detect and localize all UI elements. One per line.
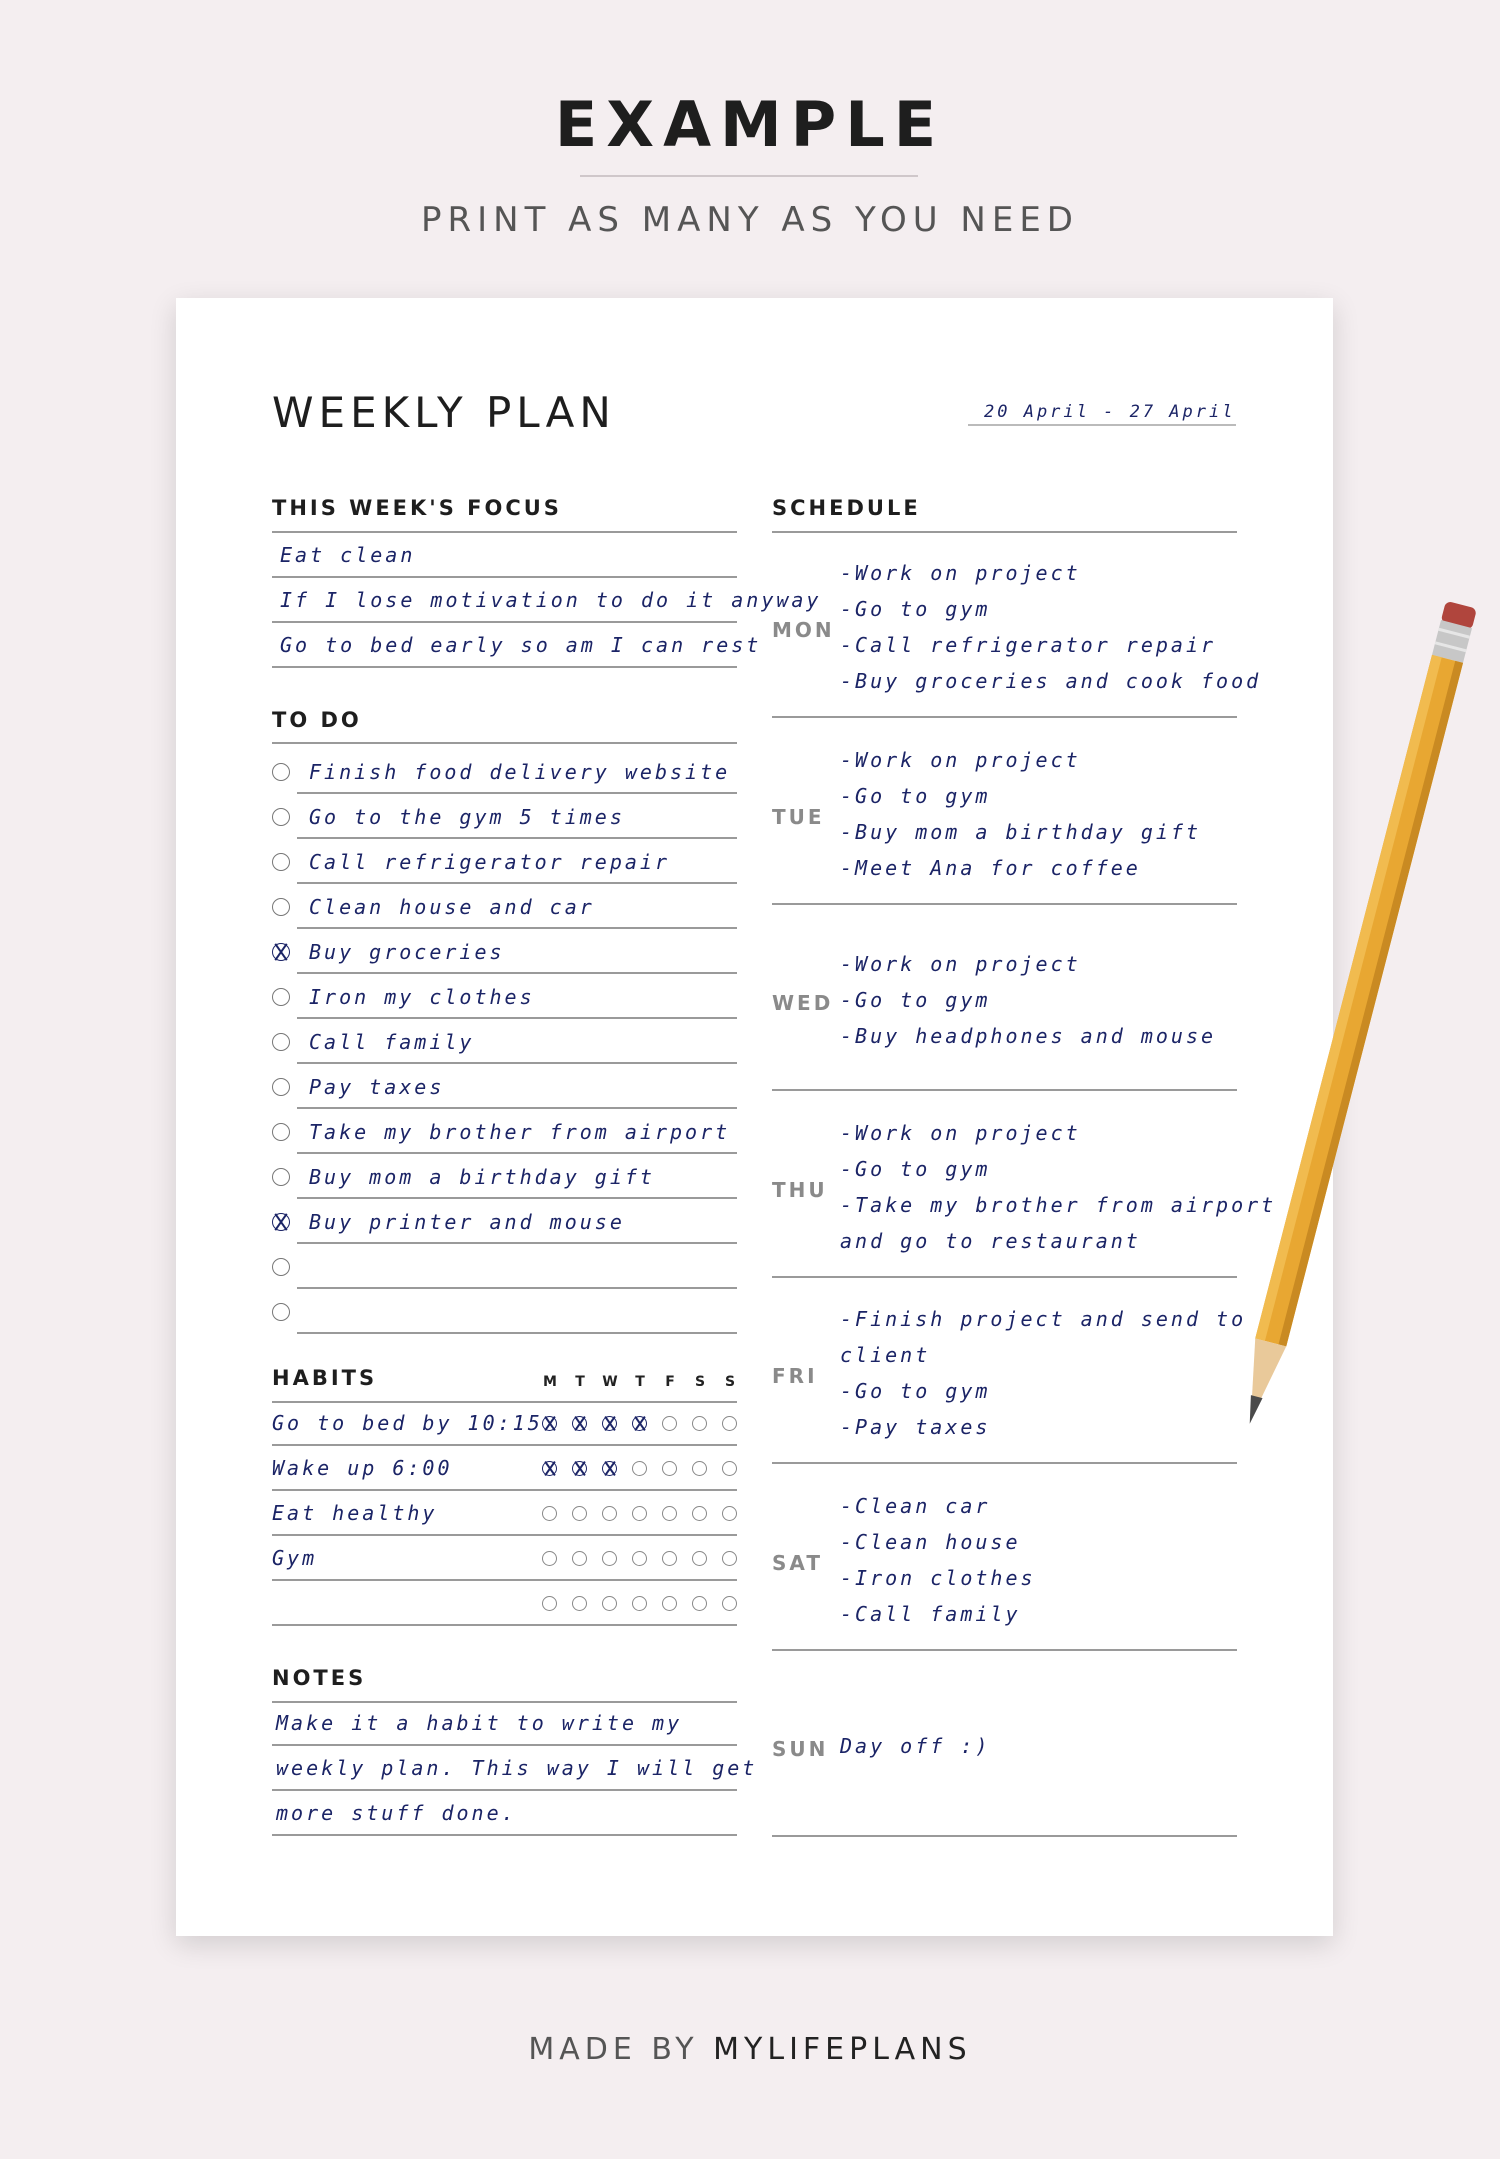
schedule-entry: -Call refrigerator repair xyxy=(840,633,1217,657)
todo-item-line xyxy=(297,1242,737,1244)
todo-item-line xyxy=(297,1197,737,1199)
habit-day-checkbox[interactable] xyxy=(542,1416,557,1431)
schedule-day-divider xyxy=(772,1649,1237,1651)
habit-weekday: F xyxy=(665,1374,675,1390)
notes-line xyxy=(272,1744,737,1746)
todo-item-line xyxy=(297,1062,737,1064)
todo-title-line xyxy=(272,742,737,744)
habit-day-checkbox[interactable] xyxy=(632,1596,647,1611)
habit-day-checkbox[interactable] xyxy=(602,1596,617,1611)
habit-day-checkbox[interactable] xyxy=(662,1596,677,1611)
pencil-illustration xyxy=(1180,570,1500,1470)
schedule-day-divider xyxy=(772,1089,1237,1091)
habit-day-checkbox[interactable] xyxy=(692,1416,707,1431)
habit-day-checkbox[interactable] xyxy=(602,1461,617,1476)
habits-title-line xyxy=(272,1401,737,1403)
pencil-tip-wood xyxy=(1235,1338,1286,1423)
habit-name: Gym xyxy=(272,1546,318,1570)
todo-item-line xyxy=(297,1332,737,1334)
schedule-entry: -Buy mom a birthday gift xyxy=(840,819,1201,844)
todo-checkbox[interactable] xyxy=(272,763,290,781)
habit-weekday: S xyxy=(724,1374,736,1390)
todo-item-line xyxy=(297,837,737,839)
habit-day-checkbox[interactable] xyxy=(662,1506,677,1521)
habit-row-line xyxy=(272,1534,737,1536)
habit-day-checkbox[interactable] xyxy=(572,1416,587,1431)
todo-checkbox[interactable] xyxy=(272,1258,290,1276)
todo-item-text: Buy mom a birthday gift xyxy=(309,1165,655,1189)
habit-day-checkbox[interactable] xyxy=(632,1416,647,1431)
weekly-plan-title: WEEKLY PLAN xyxy=(272,388,616,437)
focus-item-line xyxy=(272,621,737,623)
schedule-entry: client xyxy=(840,1343,931,1367)
todo-checkbox[interactable] xyxy=(272,1123,290,1141)
todo-item-line xyxy=(297,1287,737,1289)
schedule-entry: -Go to gym xyxy=(840,597,991,621)
schedule-day-label: FRI xyxy=(772,1364,818,1388)
habit-day-checkbox[interactable] xyxy=(602,1551,617,1566)
focus-item: If I lose motivation to do it anyway xyxy=(280,588,822,612)
notes-line xyxy=(272,1789,737,1791)
schedule-entry: -Go to gym xyxy=(840,783,991,808)
pencil-lead xyxy=(1244,1395,1263,1425)
habit-day-checkbox[interactable] xyxy=(692,1596,707,1611)
todo-checkbox[interactable] xyxy=(272,853,290,871)
todo-item-text: Finish food delivery website xyxy=(309,760,731,784)
schedule-entry: -Clean car xyxy=(840,1493,991,1518)
schedule-title: SCHEDULE xyxy=(772,496,921,520)
habit-day-checkbox[interactable] xyxy=(722,1596,737,1611)
habit-row-line xyxy=(272,1624,737,1626)
schedule-day-label: TUE xyxy=(772,804,825,829)
habit-row-line xyxy=(272,1489,737,1491)
habit-day-checkbox[interactable] xyxy=(572,1506,587,1521)
date-range: 20 April - 27 April xyxy=(984,402,1236,422)
schedule-entry: -Work on project xyxy=(840,952,1081,976)
schedule-entry: -Finish project and send to xyxy=(840,1307,1247,1331)
habit-row-line xyxy=(272,1579,737,1581)
focus-item: Eat clean xyxy=(280,543,416,567)
habit-day-checkbox[interactable] xyxy=(572,1461,587,1476)
todo-item-line xyxy=(297,927,737,929)
todo-checkbox[interactable] xyxy=(272,1213,290,1231)
habit-weekday: S xyxy=(694,1374,706,1390)
schedule-day-label: SUN xyxy=(772,1737,829,1761)
habit-day-checkbox[interactable] xyxy=(692,1506,707,1521)
habit-day-checkbox[interactable] xyxy=(572,1596,587,1611)
focus-title-line xyxy=(272,531,737,533)
focus-item-line xyxy=(272,576,737,578)
schedule-entry: -Go to gym xyxy=(840,1156,991,1181)
todo-checkbox[interactable] xyxy=(272,988,290,1006)
page-subtitle: PRINT AS MANY AS YOU NEED xyxy=(420,200,1079,240)
habit-day-checkbox[interactable] xyxy=(542,1596,557,1611)
todo-checkbox[interactable] xyxy=(272,1033,290,1051)
habit-day-checkbox[interactable] xyxy=(722,1506,737,1521)
schedule-entry: Day off :) xyxy=(840,1734,991,1758)
habit-day-checkbox[interactable] xyxy=(602,1506,617,1521)
page-title: EXAMPLE xyxy=(554,88,946,161)
todo-item-line xyxy=(297,882,737,884)
habit-day-checkbox[interactable] xyxy=(632,1506,647,1521)
habit-day-checkbox[interactable] xyxy=(722,1551,737,1566)
schedule-day-divider xyxy=(772,903,1237,905)
todo-item-line xyxy=(297,1107,737,1109)
habit-weekday: M xyxy=(543,1374,557,1390)
schedule-day-label: SAT xyxy=(772,1550,823,1575)
habit-weekday: W xyxy=(602,1374,618,1390)
schedule-entry: -Work on project xyxy=(840,561,1081,585)
notes-line xyxy=(272,1834,737,1836)
todo-item-text: Go to the gym 5 times xyxy=(309,805,625,829)
date-underline xyxy=(968,424,1236,426)
schedule-entry: -Iron clothes xyxy=(840,1565,1036,1590)
todo-item-text: Buy printer and mouse xyxy=(309,1210,625,1234)
habit-day-checkbox[interactable] xyxy=(572,1551,587,1566)
todo-item-text: Buy groceries xyxy=(309,940,505,964)
notes-title-line xyxy=(272,1701,737,1703)
todo-item-line xyxy=(297,792,737,794)
focus-item: Go to bed early so am I can rest xyxy=(280,633,762,657)
todo-item-text: Clean house and car xyxy=(309,895,595,919)
schedule-entry: -Clean house xyxy=(840,1529,1021,1554)
focus-title: THIS WEEK'S FOCUS xyxy=(272,496,562,520)
habit-day-checkbox[interactable] xyxy=(632,1551,647,1566)
schedule-day-divider xyxy=(772,1276,1237,1278)
schedule-entry: -Buy groceries and cook food xyxy=(840,669,1262,693)
notes-line-text: Make it a habit to write my xyxy=(276,1711,683,1735)
todo-checkbox[interactable] xyxy=(272,1078,290,1096)
habit-day-checkbox[interactable] xyxy=(722,1416,737,1431)
todo-checkbox[interactable] xyxy=(272,943,290,961)
schedule-entry: and go to restaurant xyxy=(840,1228,1141,1253)
footer-credit xyxy=(0,2032,1500,2067)
schedule-title-line xyxy=(772,531,1237,533)
todo-checkbox[interactable] xyxy=(272,808,290,826)
schedule-entry: -Go to gym xyxy=(840,1379,991,1403)
habit-name: Eat healthy xyxy=(272,1501,438,1525)
title-divider xyxy=(580,175,918,177)
footer-brand: MYLIFEPLANS xyxy=(713,2032,972,2067)
habits-title: HABITS xyxy=(272,1366,378,1390)
todo-item-text: Call refrigerator repair xyxy=(309,850,670,874)
todo-item-line xyxy=(297,1017,737,1019)
habit-weekday: T xyxy=(635,1374,645,1390)
habit-day-checkbox[interactable] xyxy=(632,1461,647,1476)
schedule-day-divider xyxy=(772,1462,1237,1464)
habit-day-checkbox[interactable] xyxy=(662,1461,677,1476)
schedule-entry: -Work on project xyxy=(840,747,1081,772)
habit-name: Wake up 6:00 xyxy=(272,1456,453,1480)
todo-checkbox[interactable] xyxy=(272,1168,290,1186)
todo-item-text: Iron my clothes xyxy=(309,985,535,1009)
planner-sheet xyxy=(176,298,1333,1936)
schedule-entry: -Buy headphones and mouse xyxy=(840,1024,1217,1048)
schedule-day-label: WED xyxy=(772,991,834,1015)
habit-day-checkbox[interactable] xyxy=(692,1551,707,1566)
schedule-entry: -Pay taxes xyxy=(840,1415,991,1439)
habit-row-line xyxy=(272,1444,737,1446)
schedule-entry: -Go to gym xyxy=(840,988,991,1012)
notes-line-text: weekly plan. This way I will get xyxy=(276,1756,758,1780)
footer-prefix: MADE BY xyxy=(528,2032,714,2067)
schedule-entry: -Take my brother from airport xyxy=(840,1192,1277,1217)
habit-day-checkbox[interactable] xyxy=(692,1461,707,1476)
todo-item-line xyxy=(297,972,737,974)
todo-checkbox[interactable] xyxy=(272,1303,290,1321)
habit-day-checkbox[interactable] xyxy=(542,1506,557,1521)
schedule-day-divider xyxy=(772,716,1237,718)
habit-day-checkbox[interactable] xyxy=(542,1461,557,1476)
todo-title: TO DO xyxy=(272,708,362,732)
schedule-day-divider xyxy=(772,1835,1237,1837)
focus-item-line xyxy=(272,666,737,668)
todo-item-text: Call family xyxy=(309,1030,475,1054)
notes-line-text: more stuff done. xyxy=(276,1801,517,1825)
todo-item-text: Take my brother from airport xyxy=(309,1120,731,1144)
habit-day-checkbox[interactable] xyxy=(662,1416,677,1431)
todo-checkbox[interactable] xyxy=(272,898,290,916)
todo-item-line xyxy=(297,1152,737,1154)
habit-day-checkbox[interactable] xyxy=(602,1416,617,1431)
habit-weekday: T xyxy=(575,1374,585,1390)
habit-name: Go to bed by 10:15 xyxy=(272,1411,543,1435)
habit-day-checkbox[interactable] xyxy=(662,1551,677,1566)
schedule-day-label: THU xyxy=(772,1177,828,1202)
schedule-entry: -Meet Ana for coffee xyxy=(840,855,1141,880)
schedule-entry: -Call family xyxy=(840,1601,1021,1626)
todo-item-text: Pay taxes xyxy=(309,1075,445,1099)
habit-day-checkbox[interactable] xyxy=(722,1461,737,1476)
notes-title: NOTES xyxy=(272,1666,367,1690)
schedule-entry: -Work on project xyxy=(840,1120,1081,1145)
habit-day-checkbox[interactable] xyxy=(542,1551,557,1566)
schedule-day-label: MON xyxy=(772,618,835,642)
